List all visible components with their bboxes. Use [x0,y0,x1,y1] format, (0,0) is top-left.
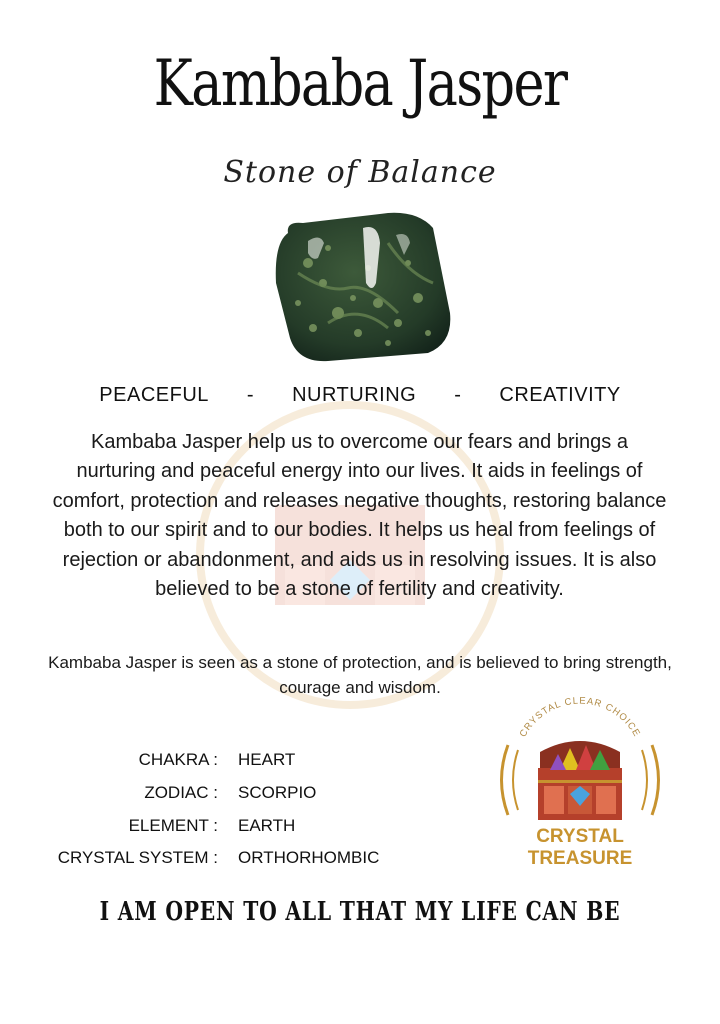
property-value: EARTH [238,815,296,835]
property-label: ZODIAC : [144,783,218,803]
property-label: ELEMENT : [128,815,218,835]
property-value: HEART [238,750,296,770]
title: Kambaba Jasper [153,47,567,121]
keywords-row [0,384,720,407]
keyword-peaceful: PEACEFUL [99,384,209,406]
keyword-separator: - [454,384,462,406]
description-paragraph: Kambaba Jasper help us to overcome our fears and brings a nurturing and peaceful energy into our lives. It aids in feelings of comfort, protection and releases negative thoughts, restoring balance both to our spirit and to our bodies. It helps us heal from feelings of rejection or abandonment, and aids us in resolving issues. It is also believed to be a stone of fertility and creativity. [52,431,667,601]
keyword-nurturing: NURTURING [292,384,417,406]
property-label: CHAKRA : [138,750,218,770]
keyword-separator: - [246,384,255,406]
property-value: ORTHORHOMBIC [238,848,380,868]
property-label: CRYSTAL SYSTEM : [57,848,218,868]
protection-note: Kambaba Jasper is seen as a stone of protection, and is believed to bring strength, courage and wisdom. [48,653,672,697]
properties-table [30,744,379,875]
property-value: SCORPIO [238,783,317,803]
subtitle: Stone of Balance [223,155,497,190]
keyword-creativity: CREATIVITY [499,384,621,406]
logo-line-crystal: CRYSTAL [536,826,624,847]
property-row-crystal-system [30,842,379,875]
property-row-chakra [30,744,379,777]
property-row-zodiac [30,777,379,810]
property-row-element [30,809,379,842]
crystal-treasure-logo [490,690,670,875]
affirmation: I AM OPEN TO ALL THAT MY LIFE CAN BE [99,897,621,927]
kambaba-jasper-stone-image [268,203,453,363]
logo-arc-text: CRYSTAL CLEAR CHOICE [517,695,643,740]
logo-line-treasure: TREASURE [527,848,633,869]
